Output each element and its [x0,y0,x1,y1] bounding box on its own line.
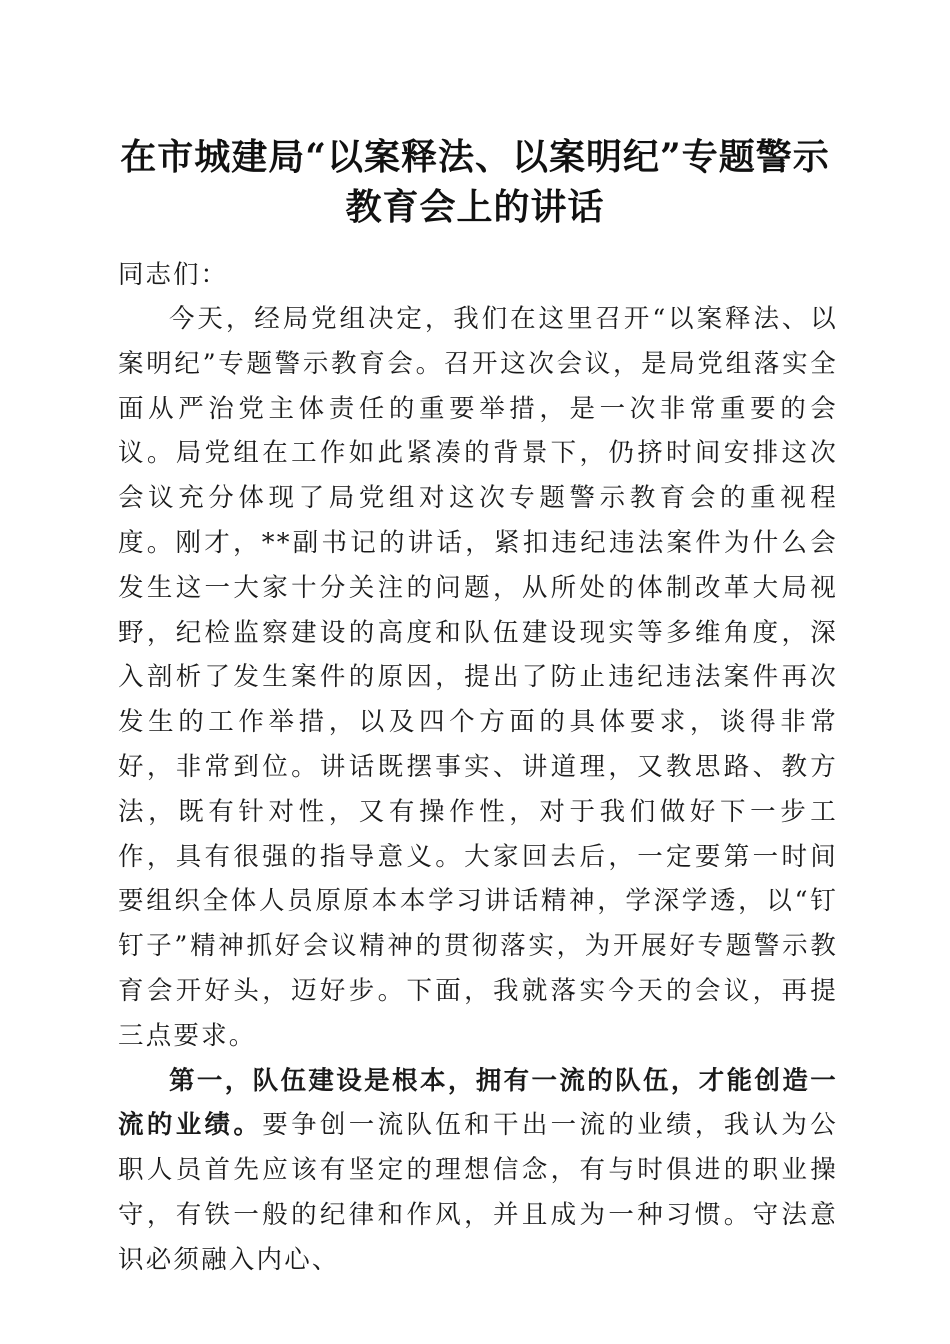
title-line-2: 教育会上的讲话 [345,186,605,228]
title-line-1: 在市城建局“以案释法、以案明纪”专题警示 [120,136,830,178]
paragraph-lead-sentence: 第一，队伍建设是根本，拥有一流的队伍，才能创造一流的业绩。 [118,1065,838,1141]
document-body [118,253,838,1283]
paragraph-opening: 今天，经局党组决定，我们在这里召开“以案释法、以案明纪”专题警示教育会。召开这次会议，是局党组落实全面从严治党主体责任的重要举措，是一次非常重要的会议。局党组在工作如此紧凑的背景下，仍挤时间安排这次会议充分体现了局党组对这次专题警示教育会的重视程度。刚才，**副书记的讲话，紧扣违纪违法案件为什么会发生这一大家十分关注的问题，从所处的体制改革大局视野，纪检监察建设的高度和队伍建设现实等多维角度，深入剖析了发生案件的原因，提出了防止违纪违法案件再次发生的工作举措，以及四个方面的具体要求，谈得非常好，非常到位。讲话既摆事实、讲道理，又教思路、教方法，既有针对性，又有操作性，对于我们做好下一步工作，具有很强的指导意义。大家回去后，一定要第一时间要组织全体人员原原本本学习讲话精神，学深学透，以“钉钉子”精神抓好会议精神的贯彻落实，为开展好专题警示教育会开好头，迈好步。下面，我就落实今天的会议，再提三点要求。 [118,304,838,1051]
document-title [100,132,850,232]
salutation: 同志们： [118,260,229,290]
paragraph-body-text: 要争创一流队伍和干出一流的业绩，我认为公职人员首先应该有坚定的理想信念，有与时俱进的职业操守，有铁一般的纪律和作风，并且成为一种习惯。守法意识必须融入内心、 [118,1110,838,1275]
paragraph-first-requirement [118,1059,838,1283]
